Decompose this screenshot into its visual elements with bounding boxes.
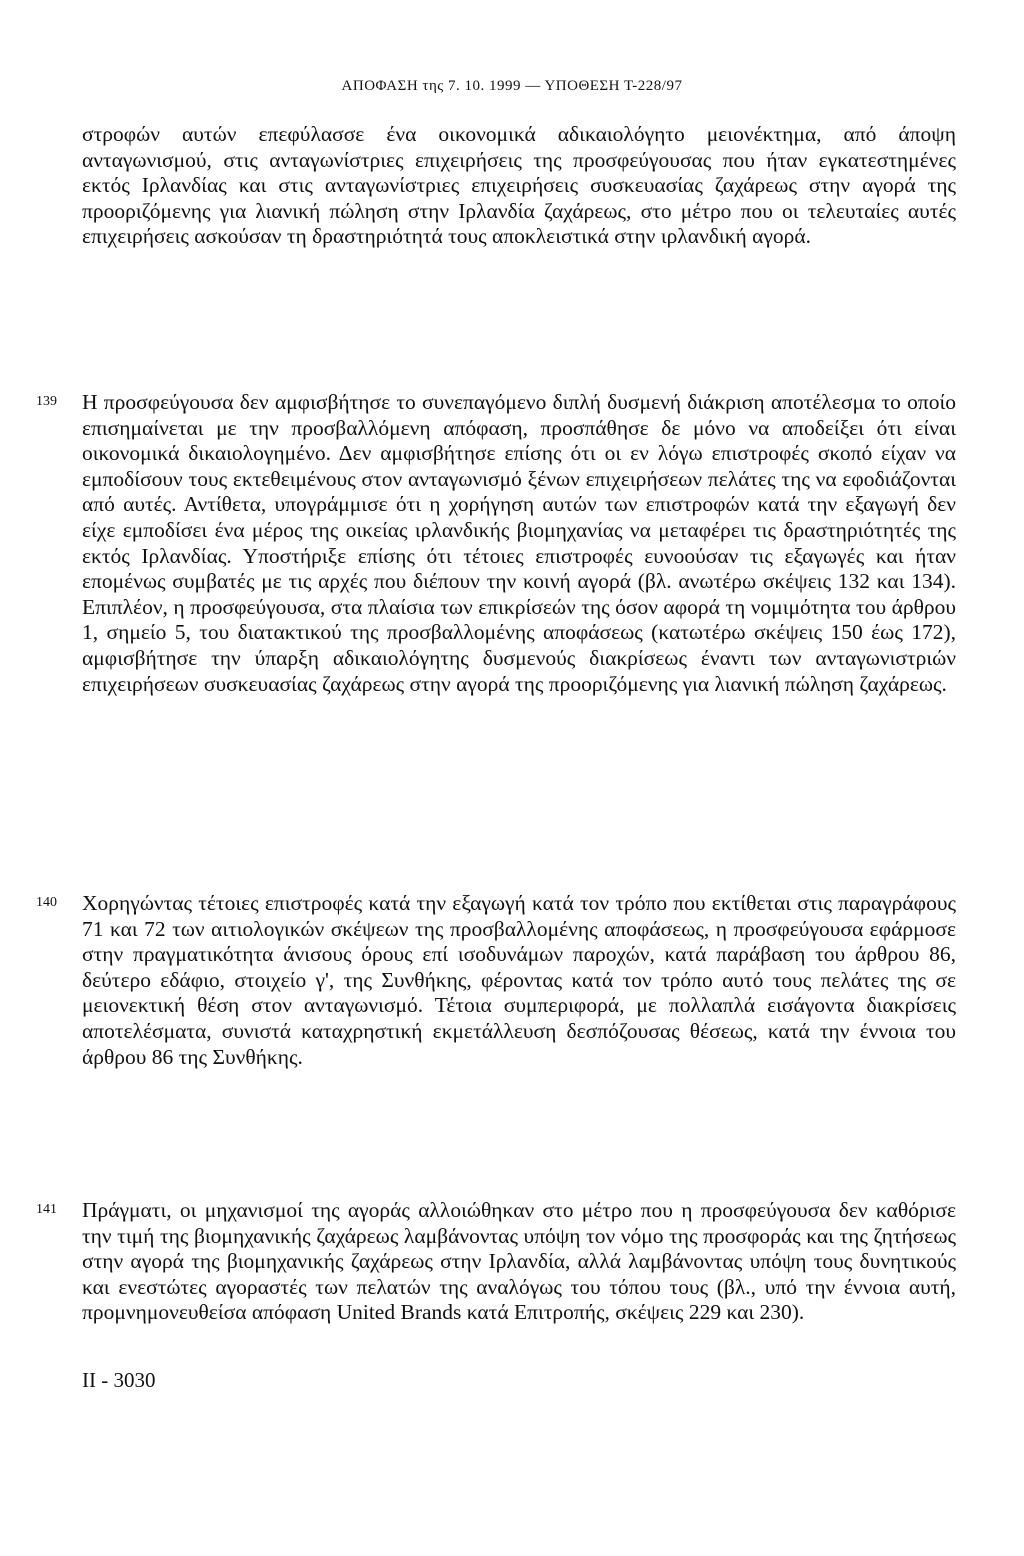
paragraph-139 [36, 390, 956, 697]
paragraph-141 [36, 1198, 956, 1326]
paragraph-text: Χορηγώντας τέτοιες επιστροφές κατά την εξαγωγή κατά τον τρόπο που εκτίθεται στις παραγράφους 71 και 72 των αιτιολογικών σκέψεων της προσβαλλομένης αποφάσεως, η προσφεύγουσα εφάρμοσε στην πραγματικότητα άνισους όρους επί ισοδυνάμων παροχών, κατά παράβαση του άρθρου 86, δεύτερο εδάφιο, στοιχείο γ', της Συνθήκης, φέροντας κατά τον τρόπο αυτό τους πελάτες της σε μειονεκτική θέση στον ανταγωνισμό. Τέτοια συμπεριφορά, με πολλαπλά εισάγοντα διακρίσεις αποτελέσματα, συνιστά καταχρηστική εκμετάλλευση δεσπόζουσας θέσεως, κατά την έννοια του άρθρου 86 της Συνθήκης. [82, 891, 956, 1069]
paragraph-text: Η προσφεύγουσα δεν αμφισβήτησε το συνεπαγόμενο διπλή δυσμενή διάκριση αποτέλεσμα το οποίο επισημαίνεται με την προσβαλλόμενη απόφαση, προσπάθησε δε μόνο να αποδείξει ότι είναι οικονομικά δικαιολογημένο. Δεν αμφισβήτησε επίσης ότι οι εν λόγω επιστροφές σκοπό είχαν να εμποδίσουν τους εκτεθειμένους στον ανταγωνισμό ξένων επιχειρήσεων πελάτες της να εφοδιάζονται από αυτές. Αντίθετα, υπογράμμισε ότι η χορήγηση αυτών των επιστροφών κατά την εξαγωγή δεν είχε εμποδίσει ένα μέρος της οικείας ιρλανδικής βιομηχανίας να μεταφέρει τις δραστηριότητές της εκτός Ιρλανδίας. Υποστήριξε επίσης ότι τέτοιες επιστροφές ευνοούσαν τις εξαγωγές και ήταν επομένως συμβατές με τις αρχές που διέπουν την κοινή αγορά (βλ. ανωτέρω σκέψεις 132 και 134). Επιπλέον, η προσφεύγουσα, στα πλαίσια των επικρίσεών της όσον αφορά τη νομιμότητα του άρθρου 1, σημείο 5, του διατακτικού της προσβαλλομένης αποφάσεως (κατωτέρω σκέψεις 150 έως 172), αμφισβήτησε την ύπαρξη αδικαιολόγητης δυσμενούς διακρίσεως έναντι των ανταγωνιστριών επιχειρήσεων συσκευασίας ζαχάρεως στην αγορά της προοριζόμενης για λιανική πώληση ζαχάρεως. [82, 390, 956, 696]
paragraph-140 [36, 891, 956, 1070]
running-header: ΑΠΟΦΑΣΗ της 7. 10. 1999 — ΥΠΟΘΕΣΗ Τ-228/97 [341, 78, 683, 94]
paragraph-number: 141 [36, 1202, 57, 1217]
paragraph-number: 139 [36, 394, 57, 409]
continued-paragraph: στροφών αυτών επεφύλασσε ένα οικονομικά αδικαιολόγητο μειονέκτημα, από άποψη ανταγωνισμού, στις ανταγωνίστριες επιχειρήσεις της προσφεύγουσας που ήταν εγκατεστημένες εκτός Ιρλανδίας και στις ανταγωνίστριες επιχειρήσεις συσκευασίας ζαχάρεως στην αγορά της προοριζόμενης για λιανική πώληση στην Ιρλανδία ζαχάρεως, στο μέτρο που οι τελευταίες αυτές επιχειρήσεις ασκούσαν τη δραστηριότητά τους αποκλειστικά στην ιρλανδική αγορά. [82, 122, 956, 249]
paragraph-number: 140 [36, 895, 57, 910]
paragraph-text: Πράγματι, οι μηχανισμοί της αγοράς αλλοιώθηκαν στο μέτρο που η προσφεύγουσα δεν καθόρισε την τιμή της βιομηχανικής ζαχάρεως λαμβάνοντας υπόψη τον νόμο της προσφοράς και της ζητήσεως στην αγορά της βιομηχανικής ζαχάρεως στην Ιρλανδία, αλλά λαμβάνοντας υπόψη τους δυνητικούς και ενεστώτες αγοραστές των πελατών της αναλόγως του τόπου τους (βλ., υπό την έννοια αυτή, προμνημονευθείσα απόφαση United Brands κατά Επιτροπής, σκέψεις 229 και 230). [82, 1198, 956, 1325]
page-number: II - 3030 [82, 1368, 156, 1392]
